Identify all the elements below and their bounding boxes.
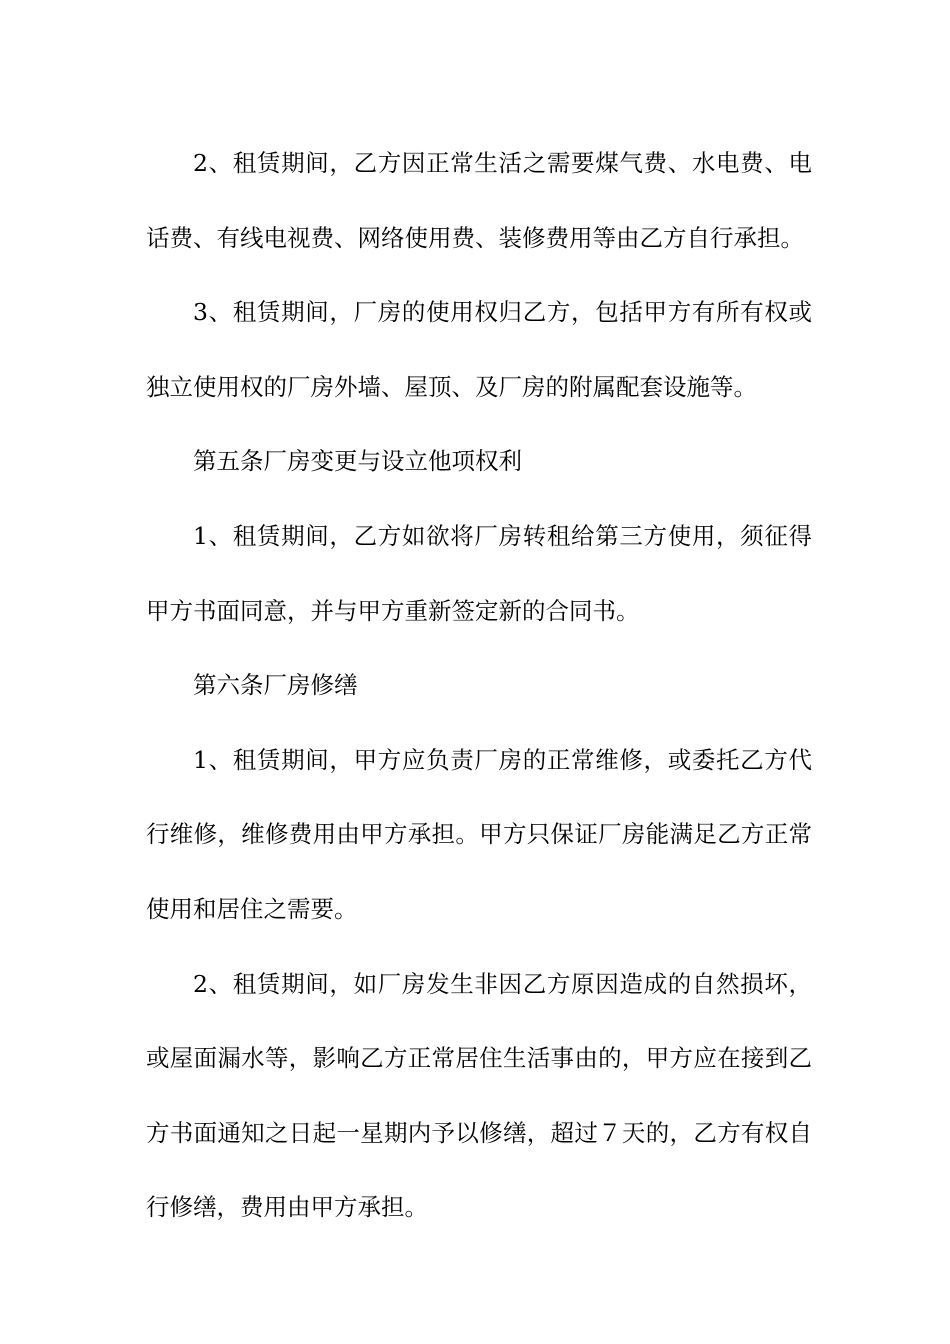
paragraph-article-5-clause-1: 1、租赁期间，乙方如欲将厂房转租给第三方使用，须征得甲方书面同意，并与甲方重新签定新的合同书。: [146, 521, 812, 625]
section-heading-article-6: 第六条厂房修缮: [193, 671, 358, 700]
paragraph-clause-3-usage-rights: 3、租赁期间，厂房的使用权归乙方，包括甲方有所有权或独立使用权的厂房外墙、屋顶、及厂房的附属配套设施等。: [146, 298, 812, 401]
paragraph-article-6-clause-1: 1、租赁期间，甲方应负责厂房的正常维修，或委托乙方代行维修，维修费用由甲方承担。甲方只保证厂房能满足乙方正常使用和居住之需要。: [146, 745, 812, 923]
paragraph-clause-2-utilities: 2、租赁期间，乙方因正常生活之需要煤气费、水电费、电话费、有线电视费、网络使用费、装修费用等由乙方自行承担。: [146, 149, 812, 252]
section-heading-article-5: 第五条厂房变更与设立他项权利: [193, 447, 522, 476]
document-body: [146, 126, 812, 1245]
paragraph-article-6-clause-2: 2、租赁期间，如厂房发生非因乙方原因造成的自然损坏，或屋面漏水等，影响乙方正常居住生活事由的，甲方应在接到乙方书面通知之日起一星期内予以修缮，超过７天的，乙方有权自行修缮，费用由甲方承担。: [146, 969, 812, 1222]
